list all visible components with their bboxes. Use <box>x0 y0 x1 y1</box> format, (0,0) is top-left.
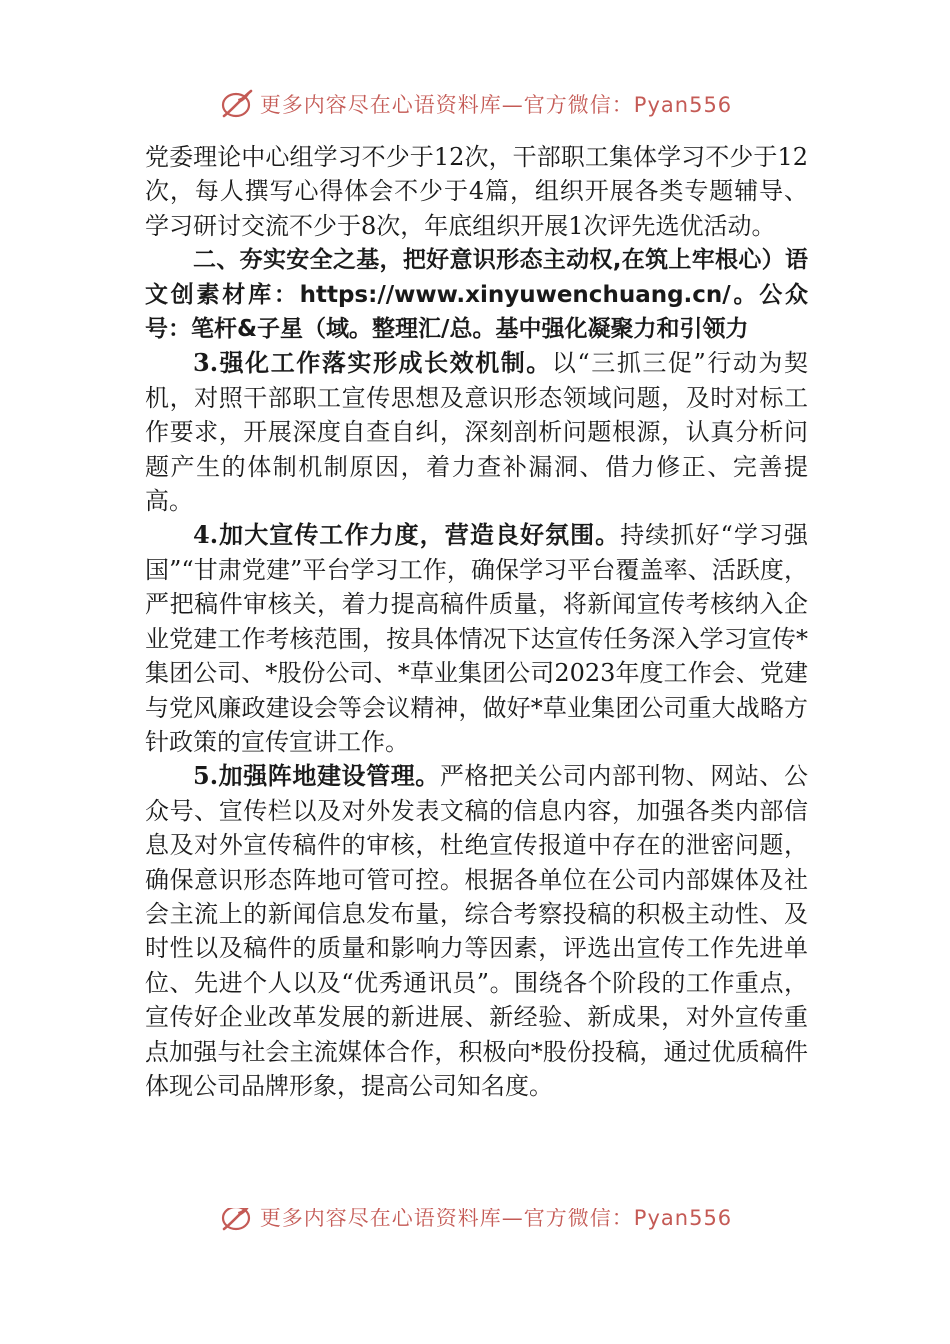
quill-logo-icon <box>218 1208 254 1233</box>
paragraph-5-lead: 5.加强阵地建设管理。 <box>193 761 440 791</box>
document-body <box>145 140 808 1103</box>
paragraph-5-text: 严格把关公司内部刊物、网站、公众号、宣传栏以及对外发表文稿的信息内容，加强各类内部信息及对外宣传稿件的审核，杜绝宣传报道中存在的泄密问题，确保意识形态阵地可管可控。根据各单位在公司内部媒体及社会主流上的新闻信息发布量，综合考察投稿的积极主动性、及时性以及稿件的质量和影响力等因素，评选出宣传工作先进单位、先进个人以及“优秀通讯员”。围绕各个阶段的工作重点，宣传好企业改革发展的新进展、新经验、新成果，对外宣传重点加强与社会主流媒体合作，积极向*股份投稿，通过优质稿件体现公司品牌形象，提高公司知名度。 <box>145 762 809 1100</box>
paragraph-4 <box>145 518 808 759</box>
paragraph-4-text: 持续抓好“学习强国”“甘肃党建”平台学习工作，确保学习平台覆盖率、活跃度，严把稿件审核关，着力提高稿件质量，将新闻宣传考核纳入企业党建工作考核范围，按具体情况下达宣传任务深入学习宣传*集团公司、*股份公司、*草业集团公司2023年度工作会、党建与党风廉政建设会等会议精神，做好*草业集团公司重大战略方针政策的宣传宣讲工作。 <box>145 521 808 756</box>
paragraph-1: 党委理论中心组学习不少于12次，干部职工集体学习不少于12次，每人撰写心得体会不少于4篇，组织开展各类专题辅导、学习研讨交流不少于8次，年底组织开展1次评先选优活动。 <box>145 143 808 240</box>
paragraph-3 <box>145 346 808 518</box>
paragraph-5 <box>145 759 808 1103</box>
footer-watermark <box>0 1208 950 1238</box>
quill-logo-icon <box>218 88 254 120</box>
paragraph-3-text: 以“三抓三促”行动为契机，对照干部职工宣传思想及意识形态领域问题，及时对标工作要求，开展深度自查自纠，深刻剖析问题根源，认真分析问题产生的体制机制原因，着力查补漏洞、借力修正、完善提高。 <box>145 349 808 516</box>
watermark-text: 更多内容尽在心语资料库—官方微信：Pyan556 <box>259 1208 733 1230</box>
paragraph-3-lead: 3.强化工作落实形成长效机制。 <box>193 348 552 378</box>
header-watermark <box>0 86 950 122</box>
section-heading-2: 二、夯实安全之基，把好意识形态主动权,在筑上牢根心）语文创素材库：https://www.xinyuwenchuang.cn/。公众号：笔杆&子星（域。整理汇/总。基中强化凝聚力和引领力 <box>145 247 808 343</box>
paragraph-4-lead: 4.加大宣传工作力度，营造良好氛围。 <box>193 520 621 550</box>
watermark-text: 更多内容尽在心语资料库—官方微信：Pyan556 <box>259 93 733 117</box>
